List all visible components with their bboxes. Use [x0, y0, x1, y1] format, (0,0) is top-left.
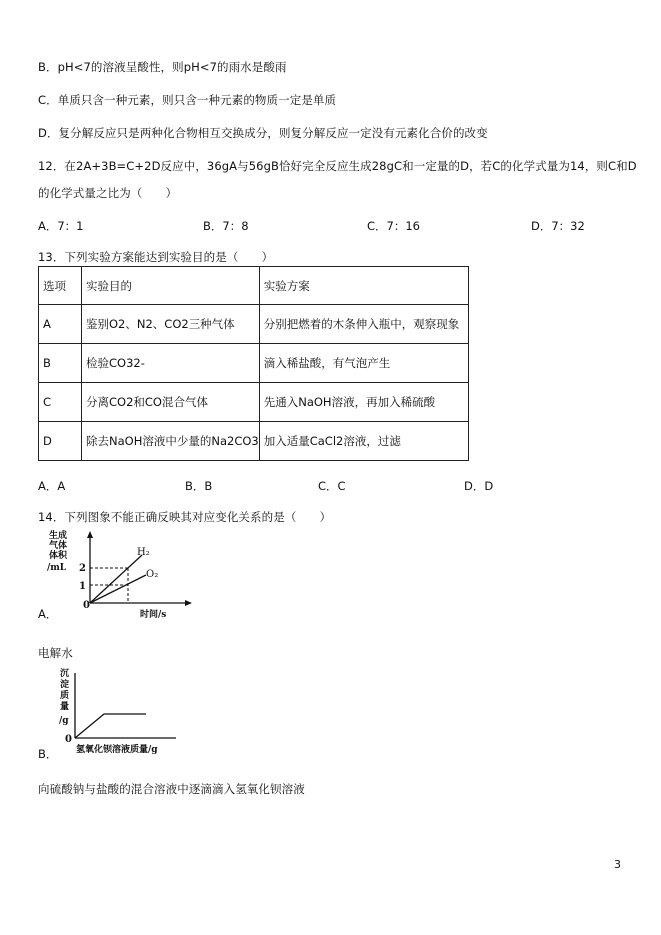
graph-a-y-arrow [87, 531, 93, 538]
graph-b-caption: 向硫酸钠与盐酸的混合溶液中逐滴滴入氢氧化钡溶液 [38, 782, 305, 796]
graph-a-electrolysis [38, 525, 198, 620]
row-plan: 分别把燃着的木条伸入瓶中，观察现象 [259, 305, 468, 344]
graph-a-tick-2: 2 [79, 563, 86, 574]
graph-b-ylabel-2: 淀 [60, 680, 70, 690]
row-option: C [39, 383, 82, 422]
q11-option-b: B．pH<7的溶液呈酸性，则pH<7的雨水是酸雨 [38, 60, 287, 74]
row-purpose: 检验CO32- [82, 344, 260, 383]
graph-b-ylabel-3: 质 [60, 691, 70, 701]
graph-b-label: B． [38, 747, 58, 761]
row-option: B [39, 344, 82, 383]
graph-b-curve [75, 714, 146, 738]
graph-a-h2-line [90, 555, 142, 603]
header-plan: 实验方案 [259, 267, 468, 305]
graph-a-ylabel-3: 体积 [49, 551, 68, 561]
q13-option-a: A．A [38, 479, 66, 493]
graph-b-ylabel-1: 沉 [60, 669, 70, 679]
q11-option-c: C．单质只含一种元素，则只含一种元素的物质一定是单质 [38, 93, 337, 107]
row-plan: 滴入稀盐酸，有气泡产生 [259, 344, 468, 383]
q13-option-d: D．D [464, 479, 494, 493]
row-option: D [39, 422, 82, 461]
graph-a-ylabel-2: 气体 [49, 541, 68, 551]
graph-a-xlabel: 时间/s [140, 610, 167, 620]
q13-stem: 13．下列实验方案能达到实验目的是（ ） [38, 250, 274, 264]
graph-b-precipitate [38, 665, 188, 755]
row-plan: 加入适量CaCl2溶液，过滤 [259, 422, 468, 461]
q13-option-b: B．B [185, 479, 213, 493]
graph-a-x-arrow [185, 600, 192, 606]
graph-a-label: A． [38, 607, 58, 621]
row-purpose: 鉴别O2、N2、CO2三种气体 [82, 305, 260, 344]
table-row [39, 383, 469, 422]
header-purpose: 实验目的 [82, 267, 260, 305]
graph-b-ylabel-5: /g [59, 716, 69, 726]
q12-option-c: C．7：16 [367, 219, 420, 233]
table-row [39, 422, 469, 461]
graph-a-tick-0: 0 [83, 600, 90, 611]
q12-option-a: A．7：1 [38, 219, 84, 233]
graph-b-xlabel: 氢氧化钡溶液质量/g [76, 745, 158, 755]
graph-a-ylabel-1: 生成 [49, 531, 68, 541]
graph-b-origin: 0 [65, 734, 72, 745]
q12-option-b: B．7：8 [203, 219, 249, 233]
table-row [39, 305, 469, 344]
graph-a-o2-label: O₂ [146, 569, 159, 580]
q12-stem-line1: 12．在2A+3B=C+2D反应中，36gA与56gB恰好完全反应生成28gC和一定量的D，若C的化学式量为14，则C和D [38, 159, 637, 173]
experiment-table [38, 266, 469, 461]
q13-option-c: C．C [318, 479, 346, 493]
graph-a-tick-1: 1 [79, 581, 86, 592]
graph-b-ylabel-4: 量 [60, 702, 70, 712]
q12-option-d: D．7：32 [531, 219, 585, 233]
row-purpose: 除去NaOH溶液中少量的Na2CO3 [82, 422, 260, 461]
row-plan: 先通入NaOH溶液，再加入稀硫酸 [259, 383, 468, 422]
graph-a-h2-label: H₂ [137, 547, 150, 558]
graph-a-ylabel-4: /mL [47, 563, 67, 573]
q14-stem: 14．下列图象不能正确反映其对应变化关系的是（ ） [38, 510, 332, 524]
header-option: 选项 [39, 267, 82, 305]
page-number: 3 [614, 858, 621, 871]
table-row [39, 344, 469, 383]
graph-a-o2-line [90, 575, 146, 603]
table-header-row [39, 267, 469, 305]
q11-option-d: D．复分解反应只是两种化合物相互交换成分，则复分解反应一定没有元素化合价的改变 [38, 126, 488, 140]
row-option: A [39, 305, 82, 344]
graph-a-caption: 电解水 [38, 646, 73, 660]
row-purpose: 分离CO2和CO混合气体 [82, 383, 260, 422]
q12-stem-line2: 的化学式量之比为（ ） [38, 186, 178, 200]
